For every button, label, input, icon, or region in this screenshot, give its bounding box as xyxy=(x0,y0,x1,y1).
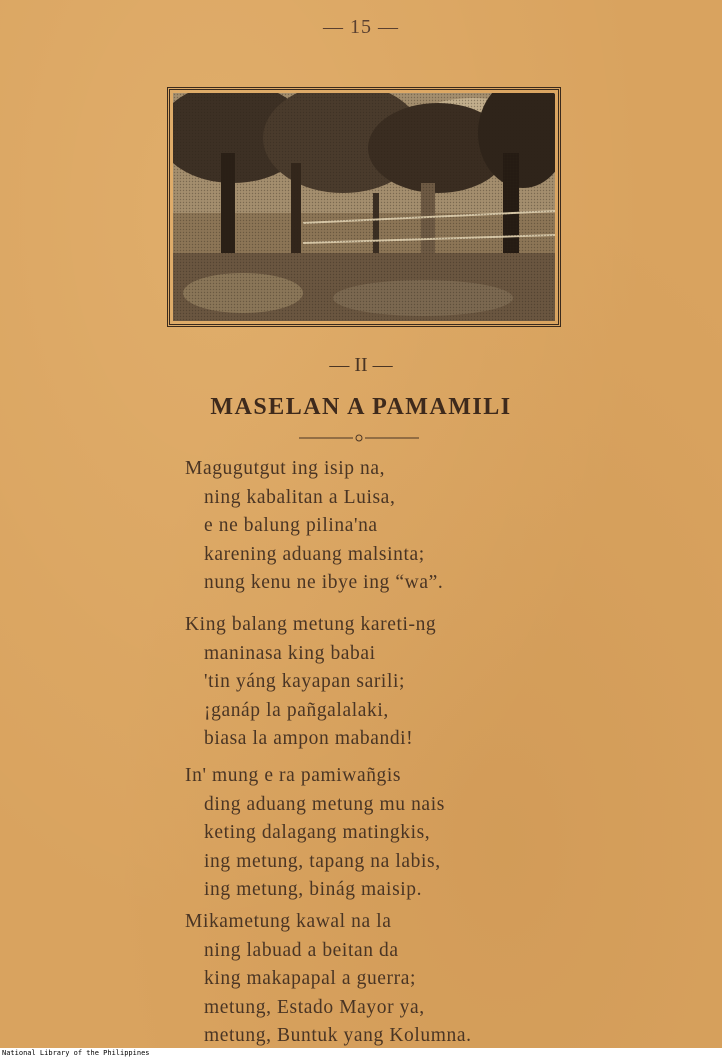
verse-line: biasa la ampon mabandi! xyxy=(204,728,414,749)
library-footer: National Library of the Philippines xyxy=(0,1048,722,1058)
page-number: — 15 — xyxy=(323,16,399,38)
verse-line: maninasa king babai xyxy=(204,642,376,664)
verse-line: In' mung e ra pamiwañgis xyxy=(185,765,402,786)
verse-line: Magugutgut ing isip na, xyxy=(185,458,386,479)
verse-line: ¡ganáp la pañgalalaki, xyxy=(204,699,389,721)
verse-line: e ne balung pilina'na xyxy=(204,515,378,536)
tree-park-photo xyxy=(173,93,555,321)
stanza-2 xyxy=(185,611,436,754)
verse-line: metung, Estado Mayor ya, xyxy=(204,996,425,1018)
verse-line: keting dalagang matingkis, xyxy=(204,822,431,843)
section-number: — II — xyxy=(329,354,393,376)
verse-line: ding aduang metung mu nais xyxy=(204,793,445,815)
verse-line: ning labuad a beitan da xyxy=(204,939,399,961)
verse-line: karening aduang malsinta; xyxy=(204,543,425,565)
divider-ornament xyxy=(299,431,419,445)
verse-line: king makapapal a guerra; xyxy=(204,968,417,989)
verse-line: ning kabalitan a Luisa, xyxy=(204,486,396,508)
verse-line: ing metung, tapang na labis, xyxy=(204,850,441,872)
verse-line: metung, Buntuk yang Kolumna. xyxy=(204,1025,472,1046)
photo-frame xyxy=(167,87,561,327)
stanza-3 xyxy=(185,762,445,905)
verse-line: King balang metung kareti-ng xyxy=(185,614,437,635)
verse-line: 'tin yáng kayapan sarili; xyxy=(204,671,406,692)
stanza-1 xyxy=(185,455,443,598)
stanza-4 xyxy=(185,908,472,1051)
verse-line: Mikametung kawal na la xyxy=(185,911,392,932)
poem-title: MASELAN A PAMAMILI xyxy=(210,394,512,420)
verse-line: ing metung, binág maisip. xyxy=(204,879,423,900)
verse-line: nung kenu ne ibye ing “wa”. xyxy=(204,572,444,593)
